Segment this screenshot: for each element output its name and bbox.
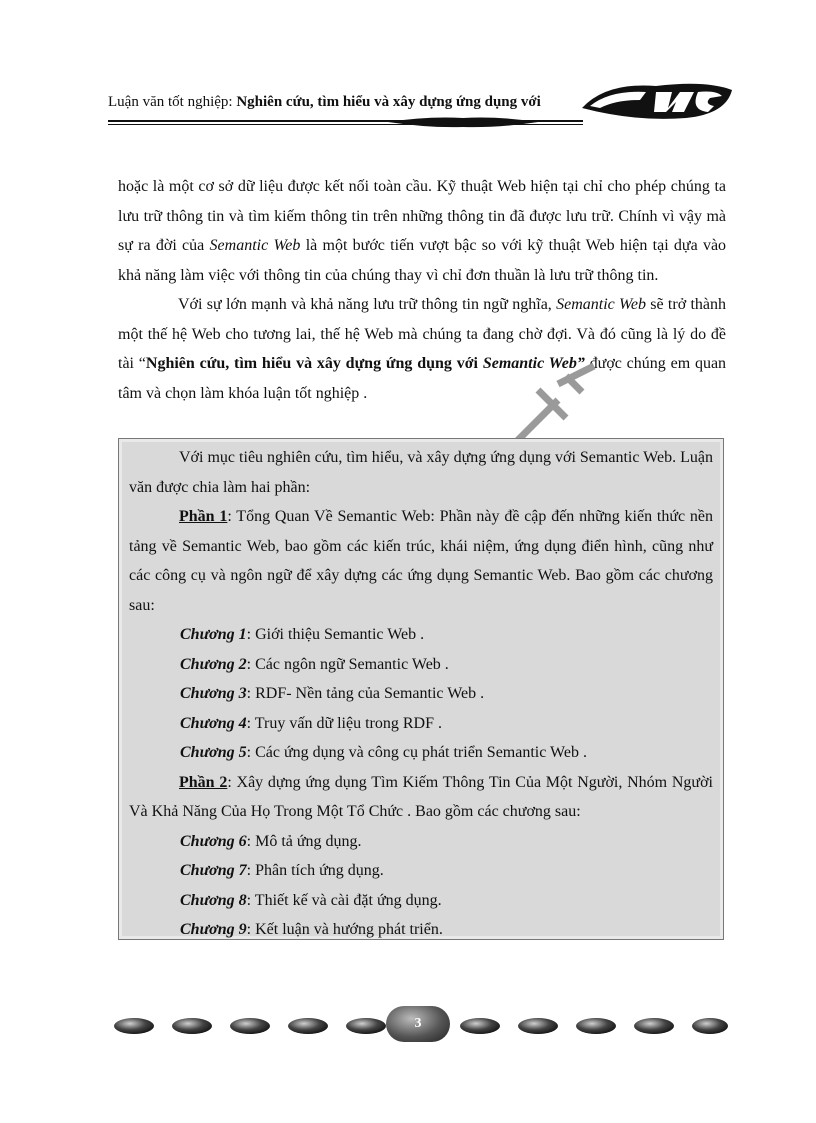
chapter-text: : Kết luận và hướng phát triển. [246,921,443,938]
footer-bead-icon [346,1018,386,1034]
para2-emphasis: Semantic Web [556,296,646,313]
para1-emphasis: Semantic Web [209,237,301,254]
para2-start: Với sự lớn mạnh và khả năng lưu trữ thông tin ngữ nghĩa, [178,296,552,313]
footer-bead-icon [518,1018,558,1034]
header-title: Nghiên cứu, tìm hiểu và xây dựng ứng dụng với [236,94,541,110]
chapter-text: : Phân tích ứng dụng. [246,862,384,879]
footer-bead-icon [172,1018,212,1034]
part-1-text: : Tổng Quan Về Semantic Web: Phần này đề cập đến những kiến thức nền tảng về Semantic Web, bao gồm các kiến trúc, khái niệm, ứng dụng điển hình, cũng như các công cụ và ngôn ngữ để xây dựng các ứng dụng Semantic Web. Bao gồm các chương sau: [129,508,713,614]
para1-end: là một bước tiến vượt bậc so với kỹ thuật Web hiện tại dựa vào khả năng làm việc với thông tin của chúng thay vì chỉ đơn thuần là lưu trữ thông tin. [118,237,727,284]
header-swoosh-icon [388,114,538,130]
page-number: 3 [386,1006,450,1042]
chapter-text: : Mô tả ứng dụng. [246,832,362,850]
footer-bead-icon [114,1018,154,1034]
chapter-text: : Các ứng dụng và công cụ phát triển Semantic Web . [246,744,587,761]
para2-bold: Nghiên cứu, tìm hiểu và xây dựng ứng dụng với [145,355,479,372]
para2-bold-emphasis: Semantic Web” [482,355,585,372]
chapter-item [129,620,713,650]
chapter-label: Chương 7 [180,862,247,879]
chapter-label: Chương 5 [180,744,247,761]
outline-box [118,438,724,940]
chapter-text: : Thiết kế và cài đặt ứng dụng. [246,891,442,909]
chapter-item [129,709,713,739]
footer-bead-icon [460,1018,500,1034]
chapter-text: : RDF- Nền tảng của Semantic Web . [246,685,485,702]
chapter-item [129,827,713,857]
body-text [118,172,726,408]
part-1 [129,502,713,620]
footer-bead-icon [634,1018,674,1034]
chapter-text: : Giới thiệu Semantic Web . [246,626,425,643]
chapter-item [129,915,713,945]
paragraph-2 [118,290,726,408]
header-text [108,94,541,111]
chapter-item [129,650,713,680]
paragraph-1 [118,172,726,290]
chapter-label: Chương 9 [180,921,247,938]
chapter-text: : Các ngôn ngữ Semantic Web . [246,655,449,673]
page-header [108,90,728,130]
chapter-item [129,856,713,886]
header-prefix: Luận văn tốt nghiệp: [108,94,237,110]
footer-bead-icon [692,1018,728,1034]
semantic-web-logo-icon [576,78,736,122]
footer-bead-icon [230,1018,270,1034]
part-2-text: : Xây dựng ứng dụng Tìm Kiếm Thông Tin Của Một Người, Nhóm Người Và Khả Năng Của Họ Trong Một Tổ Chức . Bao gồm các chương sau: [129,773,713,820]
footer-bead-icon [288,1018,328,1034]
box-intro: Với mục tiêu nghiên cứu, tìm hiểu, và xây dựng ứng dụng với Semantic Web. Luận văn được chia làm hai phần: [129,449,713,496]
chapter-item [129,679,713,709]
part-2-label: Phần 2 [179,773,228,791]
chapter-label: Chương 3 [180,685,247,702]
chapter-item [129,886,713,916]
chapter-label: Chương 1 [180,626,247,643]
para1-text: hoặc là một cơ sở dữ liệu được kết nối toàn cầu. Kỹ thuật Web hiện tại chỉ cho phép chúng ta lưu trữ thông tin và tìm kiếm thông tin trên những thông tin đã được lưu trữ. Chính vì vậy mà sự ra đời của [118,178,726,254]
chapter-item [129,738,713,768]
para2-end: được chúng em quan tâm và chọn làm khóa luận tốt nghiệp . [118,355,727,402]
para2-mid: sẽ trở thành một thế hệ Web cho tương lai, thế hệ Web mà chúng ta đang chờ đợi. Và đó cũng là lý do đề tài “ [118,296,726,372]
chapter-label: Chương 2 [180,655,247,673]
footer-bead-icon [576,1018,616,1034]
part-1-label: Phần 1 [179,508,228,525]
chapter-label: Chương 4 [180,714,247,732]
part-2 [129,768,713,827]
chapter-text: : Truy vấn dữ liệu trong RDF . [246,714,442,732]
chapter-label: Chương 8 [180,891,247,909]
chapter-label: Chương 6 [180,832,247,850]
